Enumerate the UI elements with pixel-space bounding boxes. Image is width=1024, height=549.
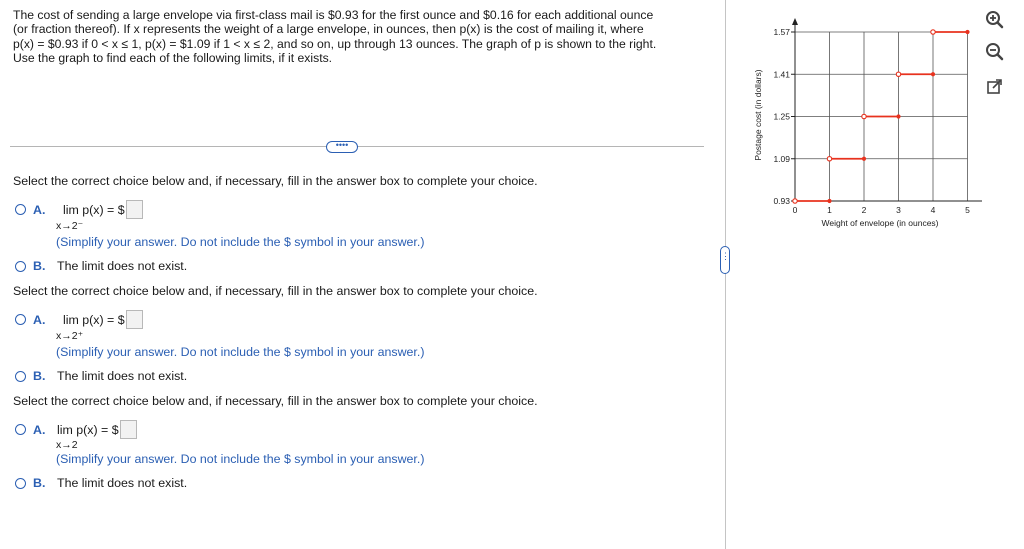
option-a: [15, 420, 137, 439]
option-b-label: B.: [33, 369, 46, 383]
x-tick-label: 3: [896, 205, 901, 215]
option-a: [15, 200, 143, 219]
y-axis-arrow: [792, 18, 798, 25]
open-endpoint: [862, 114, 866, 118]
option-b-text: The limit does not exist.: [57, 259, 188, 273]
question-prompt: Select the correct choice below and, if necessary, fill in the answer box to complete your choice.: [13, 174, 538, 188]
problem-line: The cost of sending a large envelope via first-class mail is $0.93 for the first ounce and $0.16 for each additional ounce: [13, 8, 654, 22]
option-b-radio[interactable]: [15, 371, 26, 382]
answer-box[interactable]: [126, 200, 143, 219]
option-a-radio[interactable]: [15, 314, 26, 325]
x-tick-label: 5: [965, 205, 970, 215]
option-b-label: B.: [33, 476, 46, 490]
open-endpoint: [793, 199, 797, 203]
y-axis-label: Postage cost (in dollars): [753, 69, 763, 161]
panel-divider: [725, 0, 726, 549]
problem-line: Use the graph to find each of the following limits, if it exists.: [13, 50, 333, 65]
zoom-out-icon[interactable]: [985, 42, 1005, 62]
question-prompt: Select the correct choice below and, if necessary, fill in the answer box to complete your choice.: [13, 284, 538, 298]
y-tick-label: 1.41: [773, 69, 790, 80]
open-endpoint: [827, 157, 831, 161]
answer-box[interactable]: [120, 420, 137, 439]
closed-endpoint: [896, 114, 900, 118]
limit-expression: lim p(x) = $: [63, 202, 125, 217]
y-tick-label: 1.57: [773, 27, 790, 37]
option-b-label: B.: [33, 259, 46, 273]
open-endpoint: [896, 72, 900, 76]
closed-endpoint: [862, 157, 866, 161]
problem-statement: [13, 8, 703, 65]
option-b-radio[interactable]: [15, 478, 26, 489]
step-function-graph: [742, 10, 982, 240]
limit-expression: lim p(x) = $: [63, 312, 125, 327]
limit-subscript: x→2⁻: [56, 220, 84, 232]
option-b-text: The limit does not exist.: [57, 369, 188, 383]
option-b-radio[interactable]: [15, 261, 26, 272]
y-tick-label: 1.25: [773, 111, 790, 122]
y-tick-label: 0.93: [773, 196, 790, 206]
closed-endpoint: [965, 30, 969, 34]
limit-subscript: x→2: [56, 439, 78, 451]
option-b: [15, 259, 187, 273]
x-axis-label: Weight of envelope (in ounces): [821, 218, 939, 228]
answer-hint: (Simplify your answer. Do not include the $ symbol in your answer.): [56, 235, 425, 249]
y-tick-label: 1.09: [773, 153, 790, 164]
option-a-label: A.: [33, 202, 46, 217]
answer-hint: (Simplify your answer. Do not include the $ symbol in your answer.): [56, 345, 425, 359]
x-tick-label: 2: [861, 205, 867, 215]
popout-icon[interactable]: [985, 77, 1005, 97]
option-a: [15, 310, 143, 329]
closed-endpoint: [827, 199, 831, 203]
problem-line: (or fraction thereof). If x represents the weight of a large envelope, in ounces, then p(x) is the cost of mailing it, where: [13, 22, 644, 37]
option-a-label: A.: [33, 312, 46, 327]
option-a-radio[interactable]: [15, 204, 26, 215]
answer-box[interactable]: [126, 310, 143, 329]
panel-resize-handle[interactable]: ⋮: [720, 246, 730, 274]
zoom-in-icon[interactable]: [985, 10, 1005, 30]
x-tick-label: 4: [930, 205, 936, 215]
open-endpoint: [931, 30, 935, 34]
option-a-label: A.: [33, 422, 46, 437]
x-tick-label: 1: [827, 205, 832, 215]
problem-line: p(x) = $0.93 if 0 < x ≤ 1, p(x) = $1.09 if 1 < x ≤ 2, and so on, up through 13 ounces. The graph of p is shown to the right.: [13, 36, 657, 51]
limit-subscript: x→2⁺: [56, 330, 84, 342]
x-tick-label: 0: [792, 205, 798, 215]
option-b: [15, 369, 187, 383]
show-more-button[interactable]: ••••: [326, 141, 358, 153]
question-prompt: Select the correct choice below and, if necessary, fill in the answer box to complete your choice.: [13, 394, 538, 408]
limit-expression: lim p(x) = $: [57, 422, 119, 437]
option-b: [15, 476, 187, 490]
option-a-radio[interactable]: [15, 424, 26, 435]
answer-hint: (Simplify your answer. Do not include the $ symbol in your answer.): [56, 452, 425, 466]
closed-endpoint: [931, 72, 935, 76]
option-b-text: The limit does not exist.: [57, 476, 188, 490]
